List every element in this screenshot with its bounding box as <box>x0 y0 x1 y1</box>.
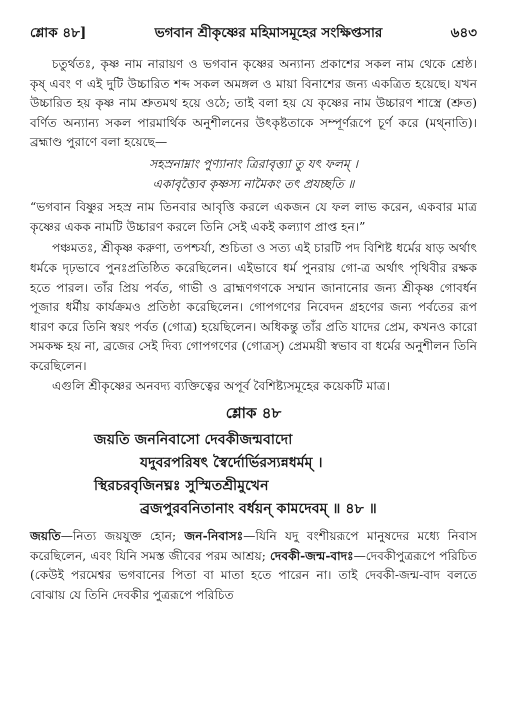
sloka-text <box>30 429 477 521</box>
purport-paragraph-1: চতুর্থতঃ, কৃষ্ণ নাম নারায়ণ ও ভগবান কৃষ্ণের অন্যান্য প্রকাশের সকল নাম থেকে শ্রেষ্ঠ। কৃষ্ এবং ণ এই দুটি উচ্চারিত শব্দ সকল অমঙ্গল ও মায়া বিনাশের জন্য একত্রিত হয়েছে। যখন উচ্চারিত হয় কৃষ্ণ নাম শ্রুতমথ হয়ে ওঠে; তাই বলা হয় যে কৃষ্ণের নাম উচ্চারণ শাস্ত্রে (শ্রুত) বর্ণিত অন্যান্য সকল পারমার্থিক অনুশীলনের উৎকৃষ্টতাকে সম্পূর্ণরূপে চূর্ণ করে (মথ্নাতি)। ব্রহ্মাণ্ড পুরাণে বলা হয়েছে— <box>30 57 477 150</box>
quoted-verse-line-1: সহস্রনাম্নাং পুণ্যানাং ত্রিরাবৃত্ত্যা তু যৎ ফলম্ । <box>149 156 358 171</box>
quoted-verse <box>30 155 477 194</box>
quoted-verse-line-2: একাবৃত্ত্যৈব কৃষ্ণস্য নামৈকং তৎ প্রযচ্ছতি ॥ <box>152 176 355 191</box>
synonym-term: জন-নিবাসঃ <box>184 529 244 544</box>
synonym-term: দেবকী-জন্ম-বাদঃ <box>269 548 354 563</box>
header-chapter-title: ভগবান শ্রীকৃষ্ণের মহিমাসমূহের সংক্ষিপ্তসার <box>154 25 383 41</box>
verse-translation-quote: “ভগবান বিষ্ণুর সহস্র নাম তিনবার আবৃত্তি করলে একজন যে ফল লাভ করেন, একবার মাত্র কৃষ্ণের একক নামটি উচ্চারণ করলে তিনি সেই একই কল্যাণ প্রাপ্ত হন।” <box>30 200 477 234</box>
page-number: ৬৪৩ <box>450 25 477 41</box>
sloka-line-1: জয়তি জননিবাসো দেবকীজন্মবাদো <box>94 432 293 449</box>
sloka-line-4: ব্রজপুরবনিতানাং বর্ধয়ন্ কামদেবম্ ॥ ৪৮ ॥ <box>140 501 377 518</box>
synonym-term: জয়তি <box>30 529 61 544</box>
sloka-line-3: স্থিরচরবৃজিনঘ্নঃ সুস্মিতশ্রীমুখেন <box>94 478 269 495</box>
sloka-heading: শ্লোক ৪৮ <box>225 404 282 423</box>
purport-paragraph-3: এগুলি শ্রীকৃষ্ণের অনবদ্য ব্যক্তিত্বের অপূর্ব বৈশিষ্ট্যসমূহের কয়েকটি মাত্র। <box>52 378 391 393</box>
sloka-line-2: যদুবরপরিষৎ স্বৈর্দোর্ভিরস্যন্নধর্মম্ । <box>140 455 323 472</box>
synonym-meaning: —নিত্য জয়যুক্ত হোন; <box>60 529 185 544</box>
running-header <box>30 22 477 45</box>
synonym-meaning: —দেবকীপুত্ররূপে পরিচিত (কেউই পরমেশ্বর ভগবানের পিতা বা মাতা হতে পারেন না। তাই দেবকী-জন্ম-বাদ বলতে বোঝায় যে তিনি দেবকীর পুত্ররূপে পরিচিত <box>30 548 477 602</box>
header-verse-ref: শ্লোক ৪৮] <box>30 25 87 41</box>
word-synonyms <box>30 527 477 605</box>
synonym-meaning: —যিনি যদু বংশীয়রূপে মানুষদের মধ্যে নিবাস করেছিলেন, এবং যিনি সমস্ত জীবের পরম আশ্রয়; <box>30 529 477 563</box>
purport-paragraph-2: পঞ্চমতঃ, শ্রীকৃষ্ণ করুণা, তপশ্চর্যা, শুচিতা ও সত্য এই চারটি পদ বিশিষ্ট ধর্মের ষাড় অর্থাৎ ধর্মকে দৃঢ়ভাবে পুনঃপ্রতিষ্ঠিত করেছিলেন। এইভাবে ধর্ম পুনরায় গো-ত্র অর্থাৎ পৃথিবীর রক্ষক হতে পারল। তাঁর প্রিয় পর্বত, গাভী ও ব্রাহ্মণগণকে সম্মান জানানোর জন্য শ্রীকৃষ্ণ গোবর্ধন পূজার ধর্মীয় কার্যক্রমও প্রতিষ্ঠা করেছিলেন। গোপগণের নিবেদন গ্রহণের জন্য পর্বতের রূপ ধারণ করে তিনি স্বয়ং পর্বত (গোত্র) হয়েছিলেন। অধিকন্তু তাঁর প্রতি যাদের প্রেম, কখনও কারো সমকক্ষ হয় না, ব্রজের সেই দিব্য গোপগণের (গোত্রস্) প্রেমময়ী স্বভাব বা ধর্মের অনুশীলন তিনি করেছিলেন। <box>30 241 477 373</box>
